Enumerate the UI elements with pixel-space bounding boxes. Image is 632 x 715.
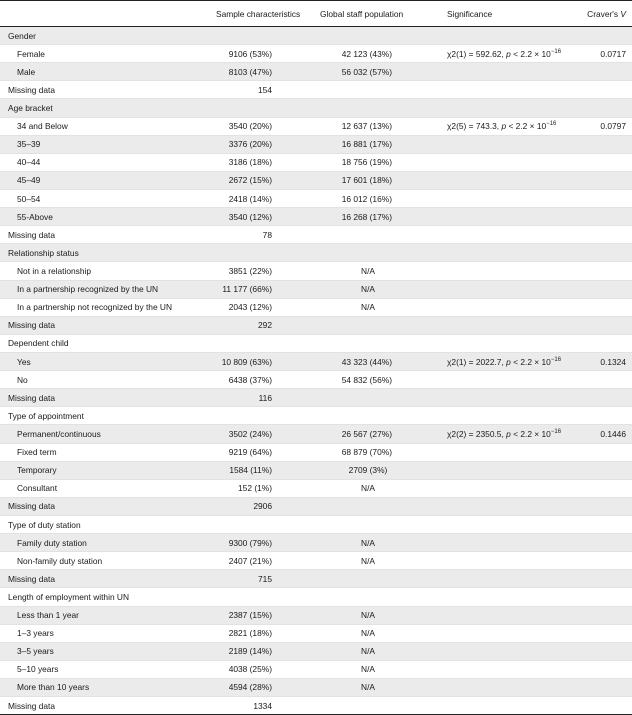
table-row xyxy=(0,352,632,370)
sample-value: 2821 (18%) xyxy=(200,624,312,642)
row-label: Missing data xyxy=(0,316,200,334)
row-label: No xyxy=(0,371,200,389)
header-cramers-v: Craver's V xyxy=(587,8,626,19)
table-row xyxy=(0,479,632,497)
table-row xyxy=(0,678,632,696)
row-label: Temporary xyxy=(0,461,200,479)
table-row xyxy=(0,552,632,570)
significance-value: χ2(2) = 2350.5, $p < 2.2 \times 10^{-16}$ xyxy=(432,425,572,443)
row-label: Consultant xyxy=(0,479,200,497)
section-title: Dependent child xyxy=(0,334,632,352)
global-value: 42 123 (43%) xyxy=(312,45,432,63)
header-sample: Sample characteristics xyxy=(216,8,301,19)
row-label: 5–10 years xyxy=(0,660,200,678)
table-row xyxy=(0,443,632,461)
table-row xyxy=(0,298,632,316)
sample-value: 9300 (79%) xyxy=(200,534,312,552)
row-label: Missing data xyxy=(0,697,200,715)
sample-value: 2407 (21%) xyxy=(200,552,312,570)
cramers-v-value: 0.1324 xyxy=(572,352,632,370)
table-row xyxy=(0,606,632,624)
table-row xyxy=(0,153,632,171)
global-value: 18 756 (19%) xyxy=(312,153,432,171)
row-label: Male xyxy=(0,63,200,81)
sample-value: 3502 (24%) xyxy=(200,425,312,443)
table-row xyxy=(0,624,632,642)
row-label: Fixed term xyxy=(0,443,200,461)
row-label: Missing data xyxy=(0,81,200,99)
row-label: 34 and Below xyxy=(0,117,200,135)
table-row xyxy=(0,63,632,81)
cramers-v-value: 0.0717 xyxy=(572,45,632,63)
row-label: In a partnership recognized by the UN xyxy=(0,280,200,298)
sample-value: 2043 (12%) xyxy=(200,298,312,316)
sample-value: 1334 xyxy=(200,697,312,715)
section-title: Gender xyxy=(0,27,632,45)
sample-value: 9106 (53%) xyxy=(200,45,312,63)
sample-value: 154 xyxy=(200,81,312,99)
table-row xyxy=(0,45,632,63)
global-value: 54 832 (56%) xyxy=(312,371,432,389)
header-global: Global staff population xyxy=(320,8,404,19)
sample-value: 3376 (20%) xyxy=(200,135,312,153)
sample-value: 4594 (28%) xyxy=(200,678,312,696)
header-row xyxy=(0,1,632,27)
sample-value: 3540 (20%) xyxy=(200,117,312,135)
sample-value: 4038 (25%) xyxy=(200,660,312,678)
table-row xyxy=(0,660,632,678)
cramers-v-value: 0.1446 xyxy=(572,425,632,443)
row-label: 40–44 xyxy=(0,153,200,171)
row-label: 50–54 xyxy=(0,189,200,207)
global-value: 2709 (3%) xyxy=(312,461,432,479)
sample-value: 292 xyxy=(200,316,312,334)
section-title: Type of appointment xyxy=(0,407,632,425)
global-value: N/A xyxy=(312,552,432,570)
section-row xyxy=(0,588,632,606)
table-row xyxy=(0,280,632,298)
row-label: Family duty station xyxy=(0,534,200,552)
significance-value: χ2(1) = 2022.7, $p < 2.2 \times 10^{-16}$ xyxy=(432,352,572,370)
row-label: Female xyxy=(0,45,200,63)
missing-row xyxy=(0,316,632,334)
section-row xyxy=(0,515,632,533)
section-title: Length of employment within UN xyxy=(0,588,632,606)
header-significance: Significance xyxy=(447,8,493,19)
sample-value: 116 xyxy=(200,389,312,407)
section-title: Relationship status xyxy=(0,244,632,262)
global-value: N/A xyxy=(312,298,432,316)
sample-value: 3186 (18%) xyxy=(200,153,312,171)
sample-value: 3540 (12%) xyxy=(200,208,312,226)
global-value: 68 879 (70%) xyxy=(312,443,432,461)
global-value: 56 032 (57%) xyxy=(312,63,432,81)
section-title: Age bracket xyxy=(0,99,632,117)
missing-row xyxy=(0,570,632,588)
row-label: 55-Above xyxy=(0,208,200,226)
section-row xyxy=(0,334,632,352)
section-row xyxy=(0,407,632,425)
row-label: Missing data xyxy=(0,389,200,407)
global-value: 16 012 (16%) xyxy=(312,189,432,207)
missing-row xyxy=(0,226,632,244)
sample-value: 1584 (11%) xyxy=(200,461,312,479)
header-label xyxy=(0,1,200,27)
row-label: In a partnership not recognized by the UN xyxy=(0,298,200,316)
significance-value: χ2(1) = 592.62, $p < 2.2 \times 10^{-16}$ xyxy=(432,45,572,63)
missing-row xyxy=(0,81,632,99)
sample-value: 10 809 (63%) xyxy=(200,352,312,370)
global-value: 16 268 (17%) xyxy=(312,208,432,226)
global-value: 26 567 (27%) xyxy=(312,425,432,443)
significance-value: χ2(5) = 743.3, $p < 2.2 \times 10^{-16}$ xyxy=(432,117,572,135)
global-value: 16 881 (17%) xyxy=(312,135,432,153)
global-value: 12 637 (13%) xyxy=(312,117,432,135)
row-label: 35–39 xyxy=(0,135,200,153)
global-value: 43 323 (44%) xyxy=(312,352,432,370)
global-value: N/A xyxy=(312,280,432,298)
section-row xyxy=(0,244,632,262)
row-label: 1–3 years xyxy=(0,624,200,642)
table-row xyxy=(0,208,632,226)
table-row xyxy=(0,117,632,135)
row-label: Missing data xyxy=(0,570,200,588)
row-label: Not in a relationship xyxy=(0,262,200,280)
global-value: N/A xyxy=(312,262,432,280)
row-label: 45–49 xyxy=(0,171,200,189)
row-label: Less than 1 year xyxy=(0,606,200,624)
row-label: More than 10 years xyxy=(0,678,200,696)
sample-value: 152 (1%) xyxy=(200,479,312,497)
table-row xyxy=(0,371,632,389)
row-label: Permanent/continuous xyxy=(0,425,200,443)
row-label: Non-family duty station xyxy=(0,552,200,570)
section-row xyxy=(0,99,632,117)
table-row xyxy=(0,461,632,479)
row-label: Missing data xyxy=(0,497,200,515)
global-value: N/A xyxy=(312,678,432,696)
table-row xyxy=(0,262,632,280)
table-row xyxy=(0,425,632,443)
sample-value: 8103 (47%) xyxy=(200,63,312,81)
sample-value: 715 xyxy=(200,570,312,588)
section-row xyxy=(0,27,632,45)
sample-value: 2672 (15%) xyxy=(200,171,312,189)
row-label: Yes xyxy=(0,352,200,370)
cramers-v-value: 0.0797 xyxy=(572,117,632,135)
global-value: N/A xyxy=(312,606,432,624)
row-label: Missing data xyxy=(0,226,200,244)
missing-row xyxy=(0,389,632,407)
table-row xyxy=(0,534,632,552)
global-value: N/A xyxy=(312,642,432,660)
sample-value: 2906 xyxy=(200,497,312,515)
sample-value: 2189 (14%) xyxy=(200,642,312,660)
sample-value: 9219 (64%) xyxy=(200,443,312,461)
sample-value: 2418 (14%) xyxy=(200,189,312,207)
global-value: N/A xyxy=(312,534,432,552)
table-row xyxy=(0,189,632,207)
row-label: 3–5 years xyxy=(0,642,200,660)
global-value: 17 601 (18%) xyxy=(312,171,432,189)
sample-value: 78 xyxy=(200,226,312,244)
global-value: N/A xyxy=(312,624,432,642)
global-value: N/A xyxy=(312,479,432,497)
section-title: Type of duty station xyxy=(0,515,632,533)
missing-row xyxy=(0,497,632,515)
sample-value: 11 177 (66%) xyxy=(200,280,312,298)
sample-value: 3851 (22%) xyxy=(200,262,312,280)
sample-value: 6438 (37%) xyxy=(200,371,312,389)
sample-value: 2387 (15%) xyxy=(200,606,312,624)
missing-row xyxy=(0,697,632,715)
table-row xyxy=(0,642,632,660)
global-value: N/A xyxy=(312,660,432,678)
table-row xyxy=(0,135,632,153)
table-row xyxy=(0,171,632,189)
